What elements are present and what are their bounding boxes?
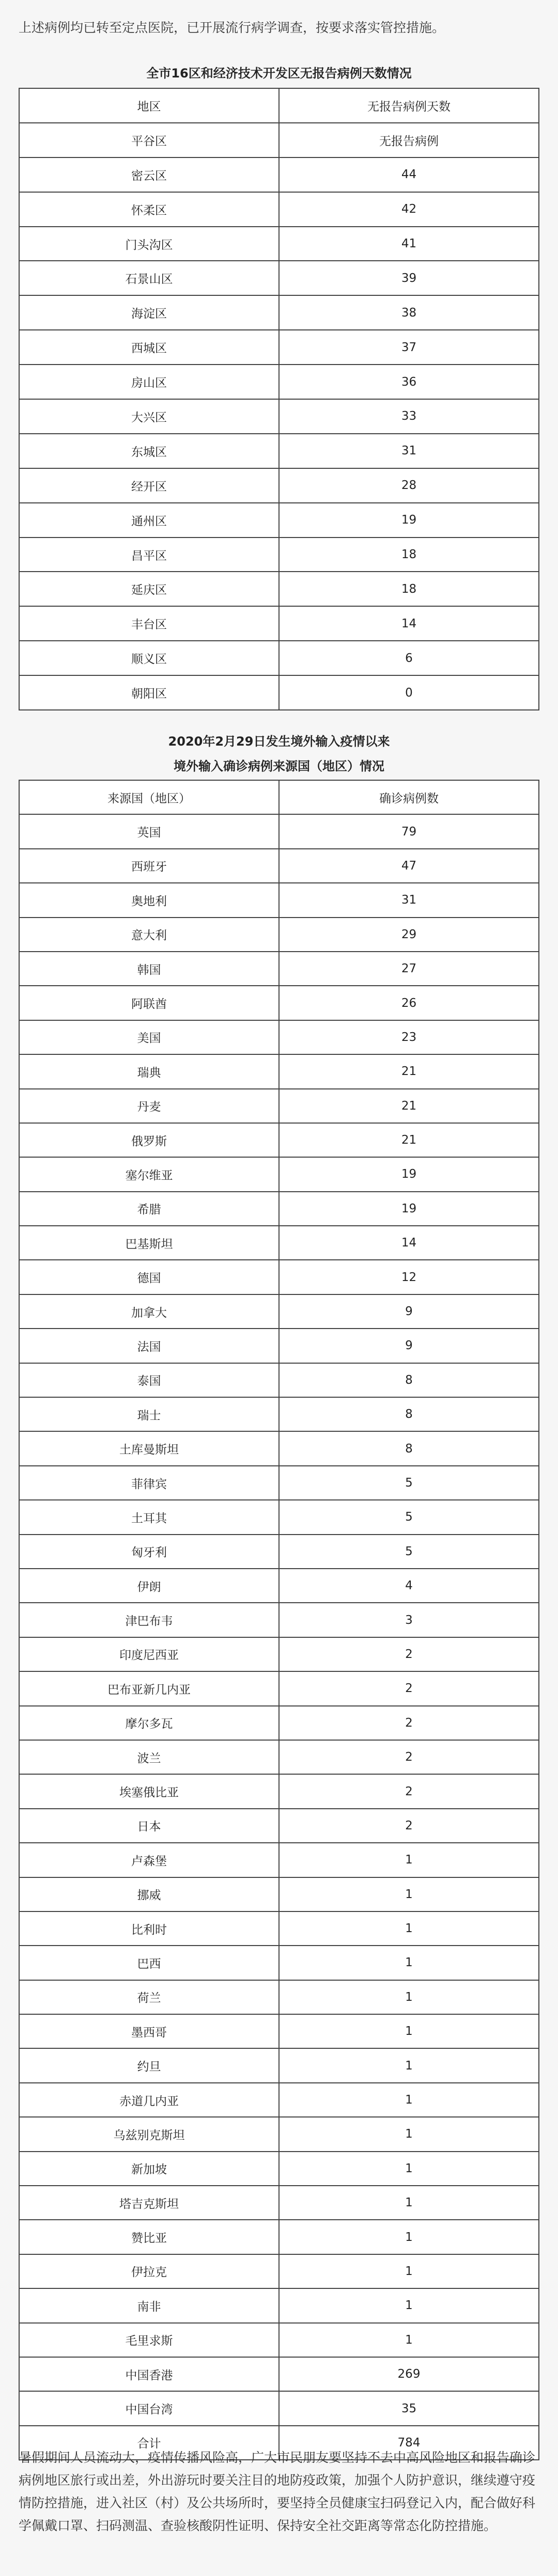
table-row	[19, 157, 539, 192]
table-cell-value: 2	[279, 1740, 539, 1774]
table-cell-value: 1	[279, 2220, 539, 2254]
table-row	[19, 1603, 539, 1637]
table-cell-label: 房山区	[19, 365, 279, 399]
table-cell-value: 1	[279, 2152, 539, 2186]
table-cell-label: 平谷区	[19, 123, 279, 157]
table-cell-label: 丰台区	[19, 606, 279, 641]
table-cell-label: 墨西哥	[19, 2014, 279, 2048]
table-cell-label: 约旦	[19, 2048, 279, 2082]
table-cell-label: 石景山区	[19, 261, 279, 295]
table-cell-value: 28	[279, 468, 539, 503]
import-table-title-line1: 2020年2月29日发生境外输入疫情以来	[168, 734, 390, 749]
table-cell-value: 3	[279, 1603, 539, 1637]
table-cell-label: 泰国	[19, 1363, 279, 1397]
table-cell-label: 法国	[19, 1329, 279, 1363]
table-cell-value: 1	[279, 2323, 539, 2357]
table-row	[19, 1706, 539, 1740]
table-cell-label: 比利时	[19, 1911, 279, 1946]
table-row	[19, 1637, 539, 1671]
table-row	[19, 675, 539, 710]
table-cell-value: 35	[279, 2391, 539, 2425]
table-cell-value: 21	[279, 1089, 539, 1123]
table-cell-label: 伊拉克	[19, 2254, 279, 2288]
table-cell-label: 伊朗	[19, 1569, 279, 1603]
table-cell-value: 21	[279, 1123, 539, 1157]
table-cell-value: 1	[279, 2083, 539, 2117]
table-cell-label: 加拿大	[19, 1294, 279, 1329]
table-cell-label: 塞尔维亚	[19, 1157, 279, 1191]
table-cell-label: 中国香港	[19, 2357, 279, 2391]
table-cell-label: 合计	[19, 2426, 279, 2460]
table-row	[19, 2288, 539, 2322]
table-row	[19, 1431, 539, 1465]
table-row	[19, 1226, 539, 1260]
district-table-header-row	[19, 88, 539, 123]
table-cell-value: 8	[279, 1397, 539, 1431]
table-cell-label: 海淀区	[19, 295, 279, 330]
table-cell-value: 18	[279, 538, 539, 572]
table-cell-label: 通州区	[19, 503, 279, 538]
table-cell-label: 俄罗斯	[19, 1123, 279, 1157]
table-cell-label: 巴布亚新几内亚	[19, 1671, 279, 1705]
closing-paragraph: 暑假期间人员流动大，疫情传播风险高，广大市民朋友要坚持不去中高风险地区和报告确诊病例地区旅行或出差，外出游玩时要关注目的地防疫政策，加强个人防护意识，继续遵守疫情防控措施，进入社区（村）及公共场所时，要坚持全员健康宝扫码登记入内，配合做好科学佩戴口罩、扫码测温、查验核酸阴性证明、保持安全社交距离等常态化防控措施。	[19, 2450, 536, 2533]
table-cell-value: 5	[279, 1500, 539, 1534]
table-row	[19, 1329, 539, 1363]
table-row	[19, 1535, 539, 1569]
table-row	[19, 1740, 539, 1774]
table-cell-label: 瑞典	[19, 1054, 279, 1088]
table-row	[19, 399, 539, 434]
table-cell-value: 9	[279, 1329, 539, 1363]
table-cell-value: 41	[279, 227, 539, 261]
table-row	[19, 1809, 539, 1843]
import-table-header-row	[19, 780, 539, 814]
table-row	[19, 123, 539, 157]
table-cell-label: 韩国	[19, 952, 279, 986]
table-row	[19, 295, 539, 330]
table-cell-label: 朝阳区	[19, 675, 279, 710]
table-cell-label: 卢森堡	[19, 1843, 279, 1877]
table-cell-value: 8	[279, 1431, 539, 1465]
table-row	[19, 330, 539, 365]
table-cell-label: 南非	[19, 2288, 279, 2322]
table-row	[19, 2323, 539, 2357]
table-cell-value: 31	[279, 434, 539, 468]
table-cell-value: 42	[279, 192, 539, 227]
table-cell-label: 东城区	[19, 434, 279, 468]
table-cell-label: 德国	[19, 1260, 279, 1294]
table-row	[19, 1466, 539, 1500]
table-cell-value: 12	[279, 1260, 539, 1294]
table-cell-value: 23	[279, 1020, 539, 1054]
district-table-body	[19, 123, 539, 710]
table-row	[19, 814, 539, 848]
import-header-country: 来源国（地区）	[19, 780, 279, 814]
table-cell-value: 5	[279, 1466, 539, 1500]
import-table-body	[19, 814, 539, 2460]
table-row	[19, 2117, 539, 2151]
table-row	[19, 434, 539, 468]
table-cell-value: 2	[279, 1637, 539, 1671]
table-cell-value: 31	[279, 883, 539, 917]
import-table	[19, 780, 539, 2460]
table-row	[19, 1877, 539, 1911]
table-row	[19, 2357, 539, 2391]
table-cell-label: 赤道几内亚	[19, 2083, 279, 2117]
table-row	[19, 1946, 539, 1980]
table-cell-label: 意大利	[19, 918, 279, 952]
table-cell-label: 波兰	[19, 1740, 279, 1774]
table-row	[19, 572, 539, 606]
table-cell-label: 塔吉克斯坦	[19, 2186, 279, 2220]
table-cell-value: 2	[279, 1706, 539, 1740]
table-cell-label: 新加坡	[19, 2152, 279, 2186]
table-cell-value: 2	[279, 1671, 539, 1705]
table-cell-label: 荷兰	[19, 1980, 279, 2014]
table-row	[19, 2220, 539, 2254]
table-row	[19, 1157, 539, 1191]
table-row	[19, 883, 539, 917]
table-cell-value: 14	[279, 606, 539, 641]
table-row	[19, 606, 539, 641]
table-row	[19, 1980, 539, 2014]
table-row	[19, 986, 539, 1020]
table-row	[19, 2186, 539, 2220]
table-cell-value: 19	[279, 503, 539, 538]
table-row	[19, 2152, 539, 2186]
table-cell-value: 1	[279, 2117, 539, 2151]
table-cell-value: 1	[279, 2254, 539, 2288]
table-cell-label: 日本	[19, 1809, 279, 1843]
intro-paragraph: 上述病例均已转至定点医院，已开展流行病学调查，按要求落实管控措施。	[19, 20, 445, 35]
table-cell-label: 门头沟区	[19, 227, 279, 261]
table-cell-value: 1	[279, 1877, 539, 1911]
table-cell-label: 西班牙	[19, 849, 279, 883]
table-cell-value: 9	[279, 1294, 539, 1329]
table-cell-value: 1	[279, 1980, 539, 2014]
table-row	[19, 1569, 539, 1603]
table-cell-label: 匈牙利	[19, 1535, 279, 1569]
table-row	[19, 1911, 539, 1946]
table-cell-value: 14	[279, 1226, 539, 1260]
table-cell-label: 希腊	[19, 1192, 279, 1226]
table-cell-value: 19	[279, 1192, 539, 1226]
table-cell-value: 1	[279, 2014, 539, 2048]
table-row	[19, 918, 539, 952]
table-row	[19, 2391, 539, 2425]
import-header-cases: 确诊病例数	[279, 780, 539, 814]
table-row	[19, 2254, 539, 2288]
table-cell-label: 怀柔区	[19, 192, 279, 227]
table-cell-label: 延庆区	[19, 572, 279, 606]
table-cell-value: 1	[279, 2288, 539, 2322]
table-cell-value: 1	[279, 1911, 539, 1946]
table-cell-label: 美国	[19, 1020, 279, 1054]
table-cell-value: 2	[279, 1809, 539, 1843]
table-cell-label: 印度尼西亚	[19, 1637, 279, 1671]
table-row	[19, 538, 539, 572]
table-row	[19, 2014, 539, 2048]
table-cell-value: 0	[279, 675, 539, 710]
table-row	[19, 1192, 539, 1226]
table-cell-value: 27	[279, 952, 539, 986]
table-row	[19, 952, 539, 986]
table-cell-value: 2	[279, 1774, 539, 1808]
table-row	[19, 1123, 539, 1157]
table-row	[19, 1843, 539, 1877]
table-cell-label: 土耳其	[19, 1500, 279, 1534]
table-cell-value: 1	[279, 2048, 539, 2082]
table-cell-value: 36	[279, 365, 539, 399]
table-cell-label: 顺义区	[19, 641, 279, 675]
table-cell-value: 47	[279, 849, 539, 883]
table-cell-label: 赞比亚	[19, 2220, 279, 2254]
table-cell-label: 津巴布韦	[19, 1603, 279, 1637]
table-row	[19, 261, 539, 295]
table-cell-value: 无报告病例	[279, 123, 539, 157]
table-row	[19, 1500, 539, 1534]
table-row	[19, 365, 539, 399]
table-cell-value: 6	[279, 641, 539, 675]
table-cell-label: 菲律宾	[19, 1466, 279, 1500]
table-cell-value: 1	[279, 1843, 539, 1877]
table-row	[19, 227, 539, 261]
table-row	[19, 468, 539, 503]
table-cell-label: 丹麦	[19, 1089, 279, 1123]
table-row	[19, 1054, 539, 1088]
table-cell-value: 1	[279, 1946, 539, 1980]
table-row	[19, 2048, 539, 2082]
table-cell-label: 英国	[19, 814, 279, 848]
table-cell-label: 巴基斯坦	[19, 1226, 279, 1260]
table-cell-label: 密云区	[19, 157, 279, 192]
table-cell-value: 8	[279, 1363, 539, 1397]
table-cell-value: 37	[279, 330, 539, 365]
table-cell-value: 5	[279, 1535, 539, 1569]
table-cell-label: 阿联酋	[19, 986, 279, 1020]
table-cell-label: 土库曼斯坦	[19, 1431, 279, 1465]
district-header-days: 无报告病例天数	[279, 88, 539, 123]
table-cell-value: 784	[279, 2426, 539, 2460]
table-cell-value: 18	[279, 572, 539, 606]
table-cell-value: 38	[279, 295, 539, 330]
table-cell-value: 4	[279, 1569, 539, 1603]
table-cell-value: 269	[279, 2357, 539, 2391]
table-cell-label: 中国台湾	[19, 2391, 279, 2425]
table-cell-label: 乌兹别克斯坦	[19, 2117, 279, 2151]
table-cell-label: 巴西	[19, 1946, 279, 1980]
table-cell-value: 44	[279, 157, 539, 192]
table-row	[19, 1294, 539, 1329]
table-row	[19, 1774, 539, 1808]
table-cell-label: 毛里求斯	[19, 2323, 279, 2357]
district-table-title: 全市16区和经济技术开发区无报告病例天数情况	[146, 66, 412, 81]
table-cell-value: 26	[279, 986, 539, 1020]
table-cell-value: 1	[279, 2186, 539, 2220]
table-row	[19, 2083, 539, 2117]
import-table-title-line2: 境外输入确诊病例来源国（地区）情况	[174, 759, 384, 773]
table-row	[19, 1089, 539, 1123]
table-row	[19, 641, 539, 675]
table-row	[19, 849, 539, 883]
district-table	[19, 88, 539, 710]
table-cell-label: 经开区	[19, 468, 279, 503]
table-cell-value: 21	[279, 1054, 539, 1088]
table-cell-value: 39	[279, 261, 539, 295]
table-row	[19, 503, 539, 538]
table-cell-value: 19	[279, 1157, 539, 1191]
table-cell-label: 瑞士	[19, 1397, 279, 1431]
table-row	[19, 1260, 539, 1294]
table-cell-value: 33	[279, 399, 539, 434]
table-cell-label: 挪威	[19, 1877, 279, 1911]
table-cell-label: 奥地利	[19, 883, 279, 917]
table-row	[19, 1020, 539, 1054]
table-cell-label: 大兴区	[19, 399, 279, 434]
table-row	[19, 1363, 539, 1397]
table-row	[19, 192, 539, 227]
table-cell-value: 79	[279, 814, 539, 848]
district-header-region: 地区	[19, 88, 279, 123]
table-cell-label: 埃塞俄比亚	[19, 1774, 279, 1808]
table-row	[19, 1671, 539, 1705]
table-cell-label: 摩尔多瓦	[19, 1706, 279, 1740]
table-cell-value: 29	[279, 918, 539, 952]
table-cell-label: 西城区	[19, 330, 279, 365]
table-cell-label: 昌平区	[19, 538, 279, 572]
table-row	[19, 1397, 539, 1431]
